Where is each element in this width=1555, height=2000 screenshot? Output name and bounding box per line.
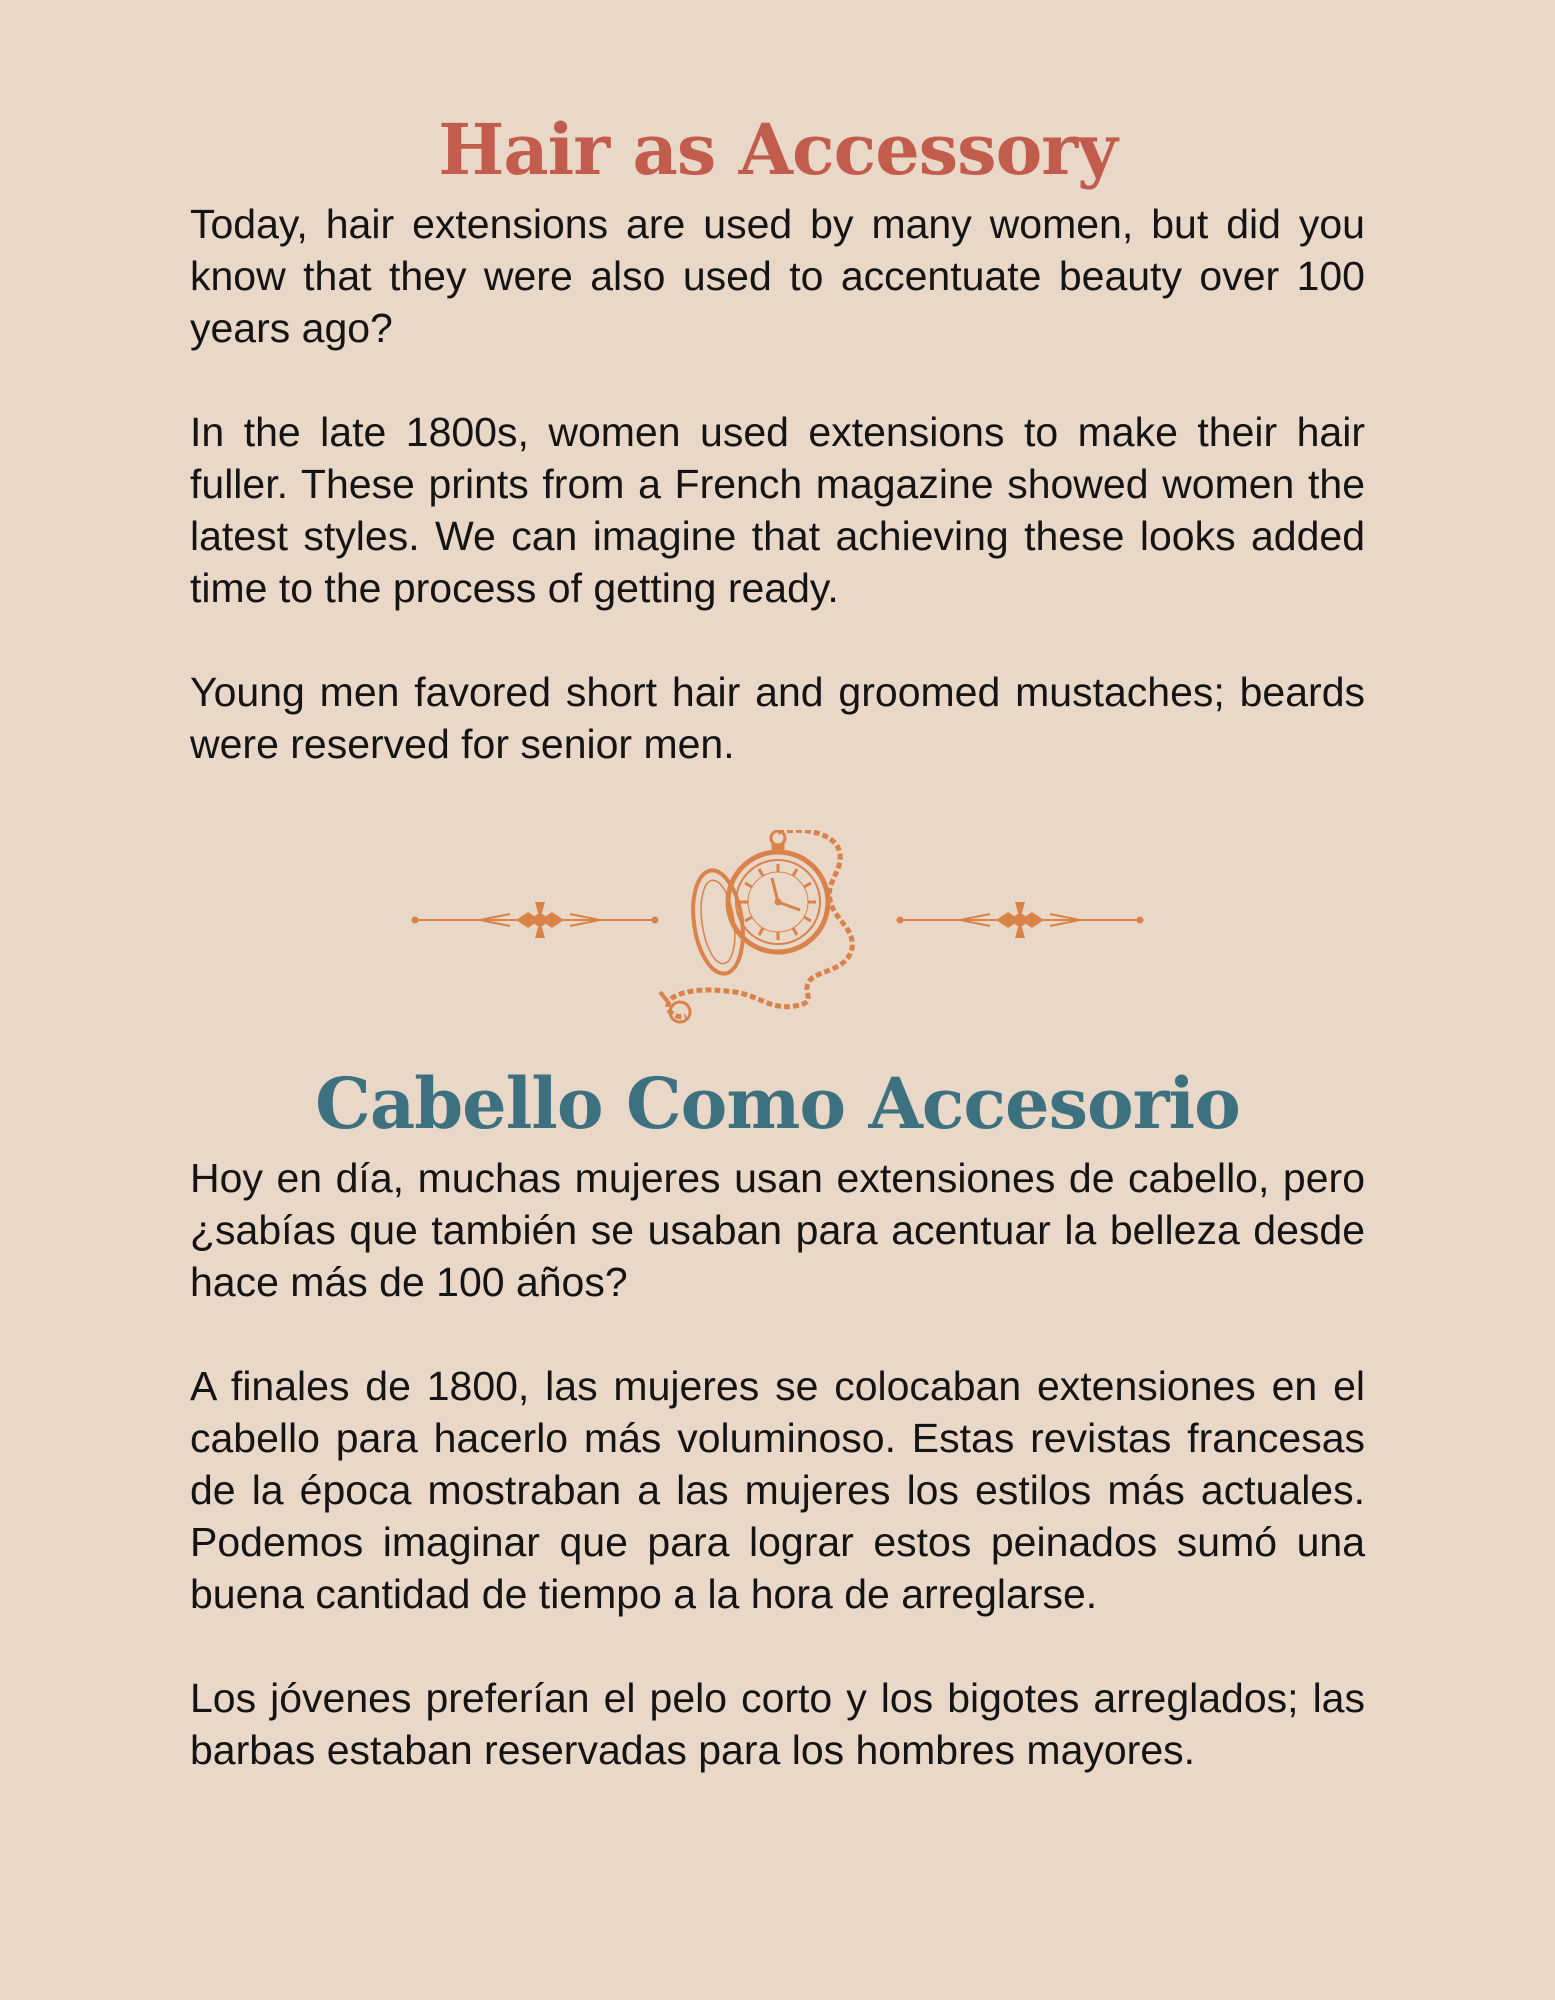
spanish-paragraph-1: Hoy en día, muchas mujeres usan extensiones de cabello, pero ¿sabías que también se usaban para acentuar la belleza desde hace más de 100 años? — [190, 1155, 1365, 1305]
spanish-paragraph-3: Los jóvenes preferían el pelo corto y los bigotes arreglados; las barbas estaban reservadas para los hombres mayores. — [190, 1675, 1365, 1773]
spanish-paragraph-2: A finales de 1800, las mujeres se colocaban extensiones en el cabello para hacerlo más voluminoso. Estas revistas francesas de la época mostraban a las mujeres los estilos más actuales. Podemos imaginar que para lograr estos peinados sumó una buena cantidad de tiempo a la hora de arreglarse. — [190, 1363, 1365, 1617]
spanish-title: Cabello Como Accesorio — [315, 1062, 1240, 1145]
right-flourish-icon — [897, 902, 1143, 938]
pocket-watch-icon — [660, 830, 852, 1022]
english-title: Hair as Accessory — [438, 108, 1117, 191]
pocket-watch-divider — [400, 830, 1160, 1030]
english-paragraph-1: Today, hair extensions are used by many women, but did you know that they were also used to accentuate beauty over 100 years ago? — [190, 201, 1365, 351]
left-flourish-icon — [412, 902, 658, 938]
english-paragraph-2: In the late 1800s, women used extensions to make their hair fuller. These prints from a French magazine showed women the latest styles. We can imagine that achieving these looks added time to the process of getting ready. — [190, 409, 1365, 611]
english-paragraph-3: Young men favored short hair and groomed mustaches; beards were reserved for senior men. — [190, 669, 1365, 767]
spanish-section — [190, 1062, 1365, 1776]
english-section — [190, 108, 1365, 770]
